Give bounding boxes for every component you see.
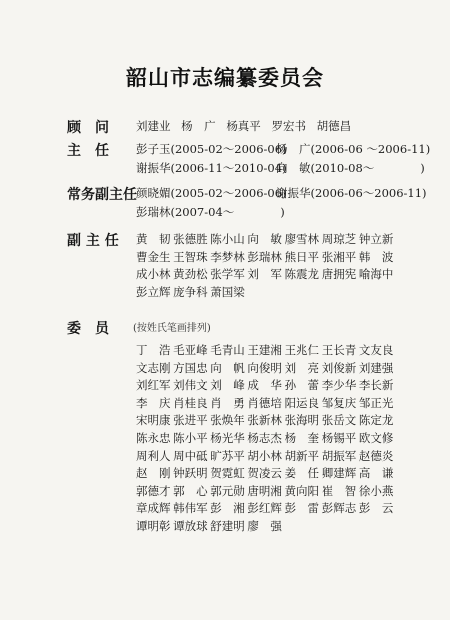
changwu-entry: 颜晓媚(2005-02～2006-06) — [136, 186, 287, 200]
member-name: 邹正光 — [358, 395, 394, 410]
guwen-name: 罗宏书 — [271, 119, 306, 133]
member-name: 邹复庆 — [321, 395, 357, 410]
member-name: 贺凌云 — [247, 466, 282, 481]
weiyuan-row — [136, 360, 396, 378]
member-name: 李 庆 — [136, 395, 171, 410]
member-name: 周中砥 — [173, 448, 208, 463]
member-name: 张海明 — [284, 413, 320, 428]
member-name: 肖 勇 — [210, 395, 245, 410]
member-name: 张德胜 — [173, 232, 208, 246]
member-name: 贺霓虹 — [210, 466, 245, 481]
member-name: 郭元勋 — [210, 483, 245, 498]
guwen-name: 刘建业 — [136, 119, 171, 133]
member-name — [359, 518, 396, 536]
member-name: 周琼芝 — [321, 232, 357, 246]
member-name: 赵德炎 — [358, 448, 394, 463]
member-name: 钟立新 — [358, 232, 394, 246]
member-name: 陈定龙 — [358, 413, 394, 428]
member-name: 张湘平 — [321, 249, 357, 264]
fuzhuren-grid — [136, 231, 396, 301]
member-name: 向俊明 — [247, 360, 282, 375]
member-name — [359, 284, 396, 302]
label-changwu: 常务副主任 — [67, 187, 137, 203]
weiyuan-grid — [136, 342, 396, 536]
member-name: 文志刚 — [136, 360, 171, 375]
weiyuan-row — [136, 430, 396, 448]
member-name: 彭 雷 — [284, 501, 320, 516]
member-name: 刘红军 — [136, 378, 171, 393]
fuzhuren-row — [136, 249, 396, 267]
member-name: 杨 奎 — [284, 430, 320, 445]
member-name: 陈小山 — [210, 232, 245, 246]
label-weiyuan: 委 员 — [67, 321, 109, 337]
member-name: 张新林 — [247, 413, 282, 428]
member-name: 姜 任 — [284, 466, 320, 481]
member-name — [322, 518, 359, 536]
guwen-name: 杨 广 — [181, 119, 216, 133]
member-name: 肖桂良 — [173, 395, 208, 410]
member-name: 丁 浩 — [136, 343, 171, 357]
label-guwen: 顾 问 — [67, 120, 109, 136]
weiyuan-row — [136, 500, 396, 518]
member-name — [285, 284, 322, 302]
member-name: 旷苏平 — [210, 448, 245, 463]
member-name: 周利人 — [136, 448, 171, 463]
member-name: 刘俊新 — [321, 360, 357, 375]
member-name: 刘 亮 — [284, 360, 320, 375]
member-name: 张焕年 — [210, 413, 245, 428]
weiyuan-row — [136, 518, 396, 536]
member-name: 徐小燕 — [358, 483, 394, 498]
member-name: 陈永忠 — [136, 430, 171, 445]
guwen-name: 胡德昌 — [316, 119, 352, 133]
member-name: 韩伟军 — [173, 501, 208, 516]
member-name — [247, 284, 284, 302]
fuzhuren-row — [136, 266, 396, 284]
member-name: 刘 峰 — [210, 378, 245, 393]
member-name: 欧文修 — [358, 430, 394, 445]
page-title: 韶山市志编纂委员会 — [126, 65, 324, 90]
member-name: 毛亚峰 — [173, 343, 208, 357]
member-name: 李长新 — [358, 378, 394, 393]
weiyuan-row — [136, 465, 396, 483]
member-name: 方国忠 — [173, 360, 208, 375]
member-name: 彭 云 — [358, 501, 394, 516]
member-name: 喻海中 — [358, 267, 394, 282]
member-name: 阳运良 — [284, 395, 320, 410]
member-name: 彭 湘 — [210, 501, 245, 516]
member-name: 刘建强 — [358, 360, 394, 375]
member-name — [285, 518, 322, 536]
member-name: 彭瑞林 — [247, 249, 282, 264]
member-name: 王智珠 — [173, 249, 208, 264]
label-zhuren: 主 任 — [67, 143, 109, 159]
member-name: 彭辉志 — [321, 501, 357, 516]
member-name: 谭明彰 — [136, 518, 171, 533]
weiyuan-row — [136, 483, 396, 501]
member-name: 王兆仁 — [284, 343, 320, 357]
member-name: 韩 波 — [358, 249, 394, 264]
member-name: 廖雪林 — [284, 232, 320, 246]
member-name: 王长青 — [321, 343, 357, 357]
member-name: 文友良 — [358, 343, 394, 357]
zhuren-entry: 杨 广(2006-06 ～2006-11) — [276, 142, 431, 156]
member-name: 成小林 — [136, 267, 171, 282]
member-name: 杨光华 — [210, 430, 245, 445]
label-fuzhuren: 副 主 任 — [67, 233, 119, 249]
member-name: 谭放球 — [173, 518, 208, 533]
member-name: 郭 心 — [173, 483, 208, 498]
weiyuan-row — [136, 448, 396, 466]
member-name: 庞争科 — [173, 284, 208, 299]
member-name: 曹金生 — [136, 249, 171, 264]
sort-note: (按姓氏笔画排列) — [133, 323, 211, 334]
member-name: 赵 刚 — [136, 466, 171, 481]
member-name: 张进平 — [173, 413, 208, 428]
member-name: 章成辉 — [136, 501, 171, 516]
member-name: 廖 强 — [247, 518, 282, 533]
member-name: 舒建明 — [210, 518, 245, 533]
member-name: 萧国梁 — [210, 284, 245, 299]
member-name: 杨志杰 — [247, 430, 282, 445]
member-name: 唐拥宪 — [321, 267, 357, 282]
member-name: 胡新平 — [284, 448, 320, 463]
changwu-entry: 谢振华(2006-06～2006-11) — [276, 186, 427, 200]
weiyuan-row — [136, 342, 396, 360]
member-name: 陈小平 — [173, 430, 208, 445]
member-name: 高 谦 — [358, 466, 394, 481]
guwen-name: 杨真平 — [226, 119, 261, 133]
member-name: 崔 智 — [321, 483, 357, 498]
member-name: 黄劲松 — [173, 267, 208, 282]
member-name: 宋明康 — [136, 413, 171, 428]
member-name: 李梦林 — [210, 249, 245, 264]
member-name: 胡振军 — [321, 448, 357, 463]
member-name: 卿建辉 — [321, 466, 357, 481]
fuzhuren-row — [136, 284, 396, 302]
weiyuan-row — [136, 395, 396, 413]
member-name: 唐明湘 — [247, 483, 282, 498]
member-name: 黄 韧 — [136, 232, 171, 246]
guwen-names — [136, 118, 358, 134]
zhuren-entry: 彭子玉(2005-02～2006-06) — [136, 142, 287, 156]
member-name: 王建湘 — [247, 343, 282, 357]
member-name: 胡小林 — [247, 448, 282, 463]
member-name: 李少华 — [321, 378, 357, 393]
member-name: 陈震龙 — [284, 267, 320, 282]
member-name: 孙 蕾 — [284, 378, 320, 393]
member-name: 成 华 — [247, 378, 282, 393]
member-name: 向 敏 — [247, 232, 282, 246]
member-name: 熊日平 — [284, 249, 320, 264]
member-name: 刘伟文 — [173, 378, 208, 393]
changwu-entry: 彭瑞林(2007-04～ ) — [136, 205, 285, 219]
member-name: 向 帆 — [210, 360, 245, 375]
member-name: 毛青山 — [210, 343, 245, 357]
member-name: 杨锡平 — [321, 430, 357, 445]
member-name: 肖德培 — [247, 395, 282, 410]
member-name: 张学军 — [210, 267, 245, 282]
member-name: 郭德才 — [136, 483, 171, 498]
member-name: 刘 军 — [247, 267, 282, 282]
member-name — [322, 284, 359, 302]
zhuren-entry: 向 敏(2010-08～ ) — [276, 161, 425, 175]
member-name: 钟跃明 — [173, 466, 208, 481]
member-name: 彭红辉 — [247, 501, 282, 516]
zhuren-entry: 谢振华(2006-11～2010-04) — [136, 161, 287, 175]
weiyuan-row — [136, 377, 396, 395]
weiyuan-row — [136, 412, 396, 430]
member-name: 黄向阳 — [284, 483, 320, 498]
fuzhuren-row — [136, 231, 396, 249]
member-name: 张岳文 — [321, 413, 357, 428]
member-name: 彭立辉 — [136, 284, 171, 299]
